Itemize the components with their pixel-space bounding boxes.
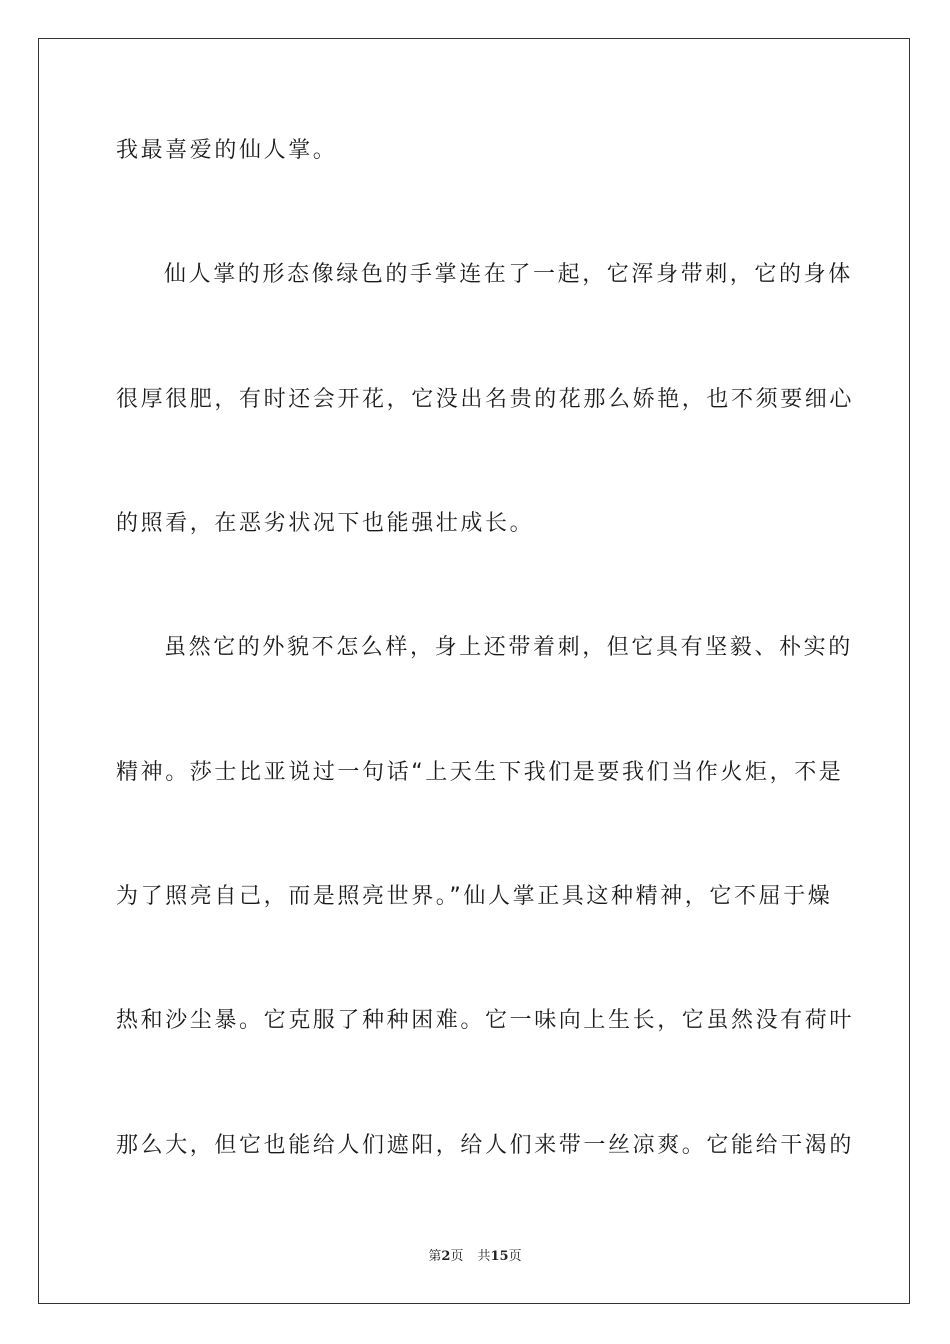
total-label-prefix: 共 (477, 1249, 491, 1264)
page-footer (0, 1248, 950, 1266)
text-line-5: 虽然它的外貌不怎么样，身上还带着刺，但它具有坚毅、朴实的 (164, 635, 853, 660)
text-line-6: 精神。莎士比亚说过一句话“上天生下我们是要我们当作火炬，不是 (116, 760, 844, 785)
total-label-suffix: 页 (508, 1249, 522, 1264)
page-border (38, 38, 910, 1304)
text-line-9: 那么大，但它也能给人们遮阳，给人们来带一丝凉爽。它能给干渴的 (116, 1133, 855, 1158)
text-line-1: 我最喜爱的仙人掌。 (116, 138, 338, 163)
text-line-8: 热和沙尘暴。它克服了种种困难。它一味向上生长，它虽然没有荷叶 (116, 1008, 855, 1033)
text-line-4: 的照看，在恶劣状况下也能强壮成长。 (116, 511, 535, 536)
text-line-7: 为了照亮自己，而是照亮世界。”仙人掌正具这种精神，它不屈于燥 (116, 884, 833, 909)
page-number: 2 (441, 1249, 451, 1264)
page-label-prefix: 第 (428, 1249, 442, 1264)
total-pages: 15 (490, 1249, 509, 1264)
text-line-2: 仙人掌的形态像绿色的手掌连在了一起，它浑身带刺，它的身体 (164, 262, 853, 287)
page-label-suffix: 页 (450, 1249, 464, 1264)
text-line-3: 很厚很肥，有时还会开花，它没出名贵的花那么娇艳，也不须要细心 (116, 387, 855, 412)
